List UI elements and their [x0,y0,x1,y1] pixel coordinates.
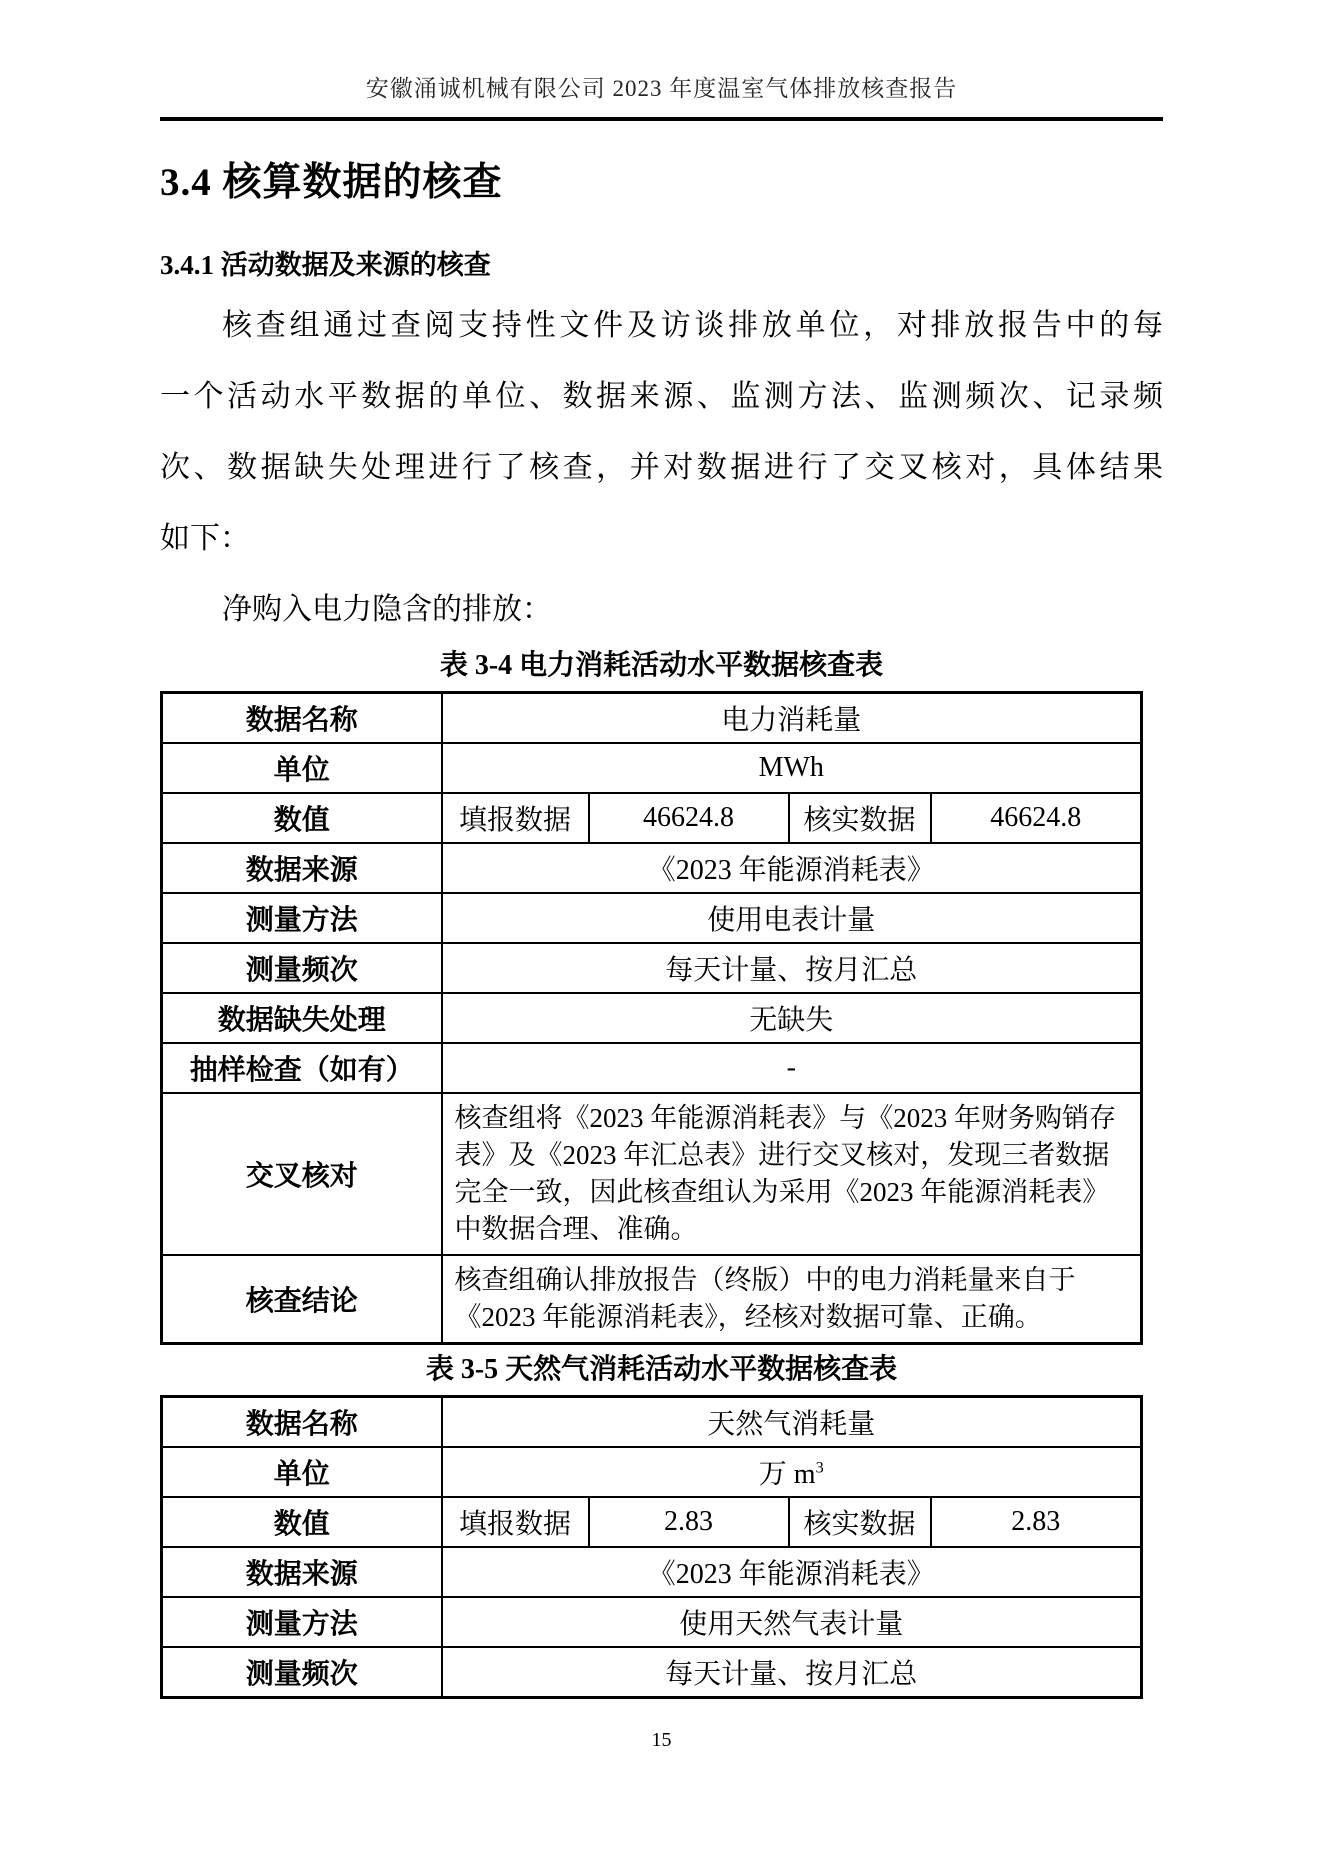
reported-data-label: 填报数据 [442,793,589,843]
table-row [162,1497,1142,1547]
row-value-method: 使用电表计量 [442,893,1142,943]
section-heading: 3.4 核算数据的核查 [160,161,503,204]
table-row [162,943,1142,993]
row-value-source: 《2023 年能源消耗表》 [442,843,1142,893]
table-3-4-caption: 表 3-4 电力消耗活动水平数据核查表 [439,650,884,681]
row-value-source: 《2023 年能源消耗表》 [442,1547,1142,1597]
row-label-values: 数值 [162,793,442,843]
page-content [160,0,1163,1752]
row-value-data-name: 天然气消耗量 [442,1397,1142,1448]
row-value-frequency: 每天计量、按月汇总 [442,1647,1142,1698]
table-row [162,843,1142,893]
table-row [162,1447,1142,1497]
header-divider [160,117,1163,121]
unit-base: 万 m [758,1459,816,1490]
table-3-5-natural-gas [160,1395,1143,1699]
table-row [162,1093,1142,1255]
table-row [162,693,1142,744]
row-value-missing: 无缺失 [442,993,1142,1043]
row-value-data-name: 电力消耗量 [442,693,1142,744]
table-3-5-caption: 表 3-5 天然气消耗活动水平数据核查表 [425,1354,898,1385]
table-row [162,1255,1142,1344]
verified-data-value: 46624.8 [931,793,1142,843]
lead-in-line: 净购入电力隐含的排放： [222,593,552,626]
row-label-frequency: 测量频次 [162,1647,442,1698]
table-row [162,993,1142,1043]
reported-data-value: 46624.8 [589,793,789,843]
paragraph-line: 次、数据缺失处理进行了核查，并对数据进行了交叉核对，具体结果 [160,451,1163,484]
row-label-missing: 数据缺失处理 [162,993,442,1043]
row-label-source: 数据来源 [162,843,442,893]
reported-data-value: 2.83 [589,1497,789,1547]
table-row [162,893,1142,943]
verified-data-label: 核实数据 [789,1497,931,1547]
row-label-method: 测量方法 [162,893,442,943]
row-value-frequency: 每天计量、按月汇总 [442,943,1142,993]
verified-data-label: 核实数据 [789,793,931,843]
row-label-conclusion: 核查结论 [162,1255,442,1344]
table-row [162,1597,1142,1647]
table-row [162,1043,1142,1093]
unit-exponent: 3 [815,1458,824,1477]
row-label-method: 测量方法 [162,1597,442,1647]
page-header-title: 安徽涌诚机械有限公司 2023 年度温室气体排放核查报告 [365,76,958,101]
verified-data-value: 2.83 [931,1497,1142,1547]
row-value-method: 使用天然气表计量 [442,1597,1142,1647]
reported-data-label: 填报数据 [442,1497,589,1547]
row-label-unit: 单位 [162,1447,442,1497]
row-value-unit [442,1447,1142,1497]
row-label-unit: 单位 [162,743,442,793]
row-value-sampling: - [442,1043,1142,1093]
paragraph-line: 一个活动水平数据的单位、数据来源、监测方法、监测频次、记录频 [160,380,1163,413]
row-value-unit: MWh [442,743,1142,793]
row-label-frequency: 测量频次 [162,943,442,993]
page-number: 15 [651,1729,672,1751]
row-label-data-name: 数据名称 [162,1397,442,1448]
table-row [162,743,1142,793]
paragraph-line: 核查组通过查阅支持性文件及访谈排放单位，对排放报告中的每 [222,309,1163,342]
row-value-conclusion: 核查组确认排放报告（终版）中的电力消耗量来自于《2023 年能源消耗表》，经核对数据可靠、正确。 [442,1255,1142,1344]
body-paragraph [160,290,1163,645]
row-label-crosscheck: 交叉核对 [162,1093,442,1255]
subsection-heading: 3.4.1 活动数据及来源的核查 [160,250,491,280]
row-label-values: 数值 [162,1497,442,1547]
table-row [162,1647,1142,1698]
paragraph-line: 如下： [160,522,250,555]
table-row [162,793,1142,843]
table-3-4-electricity [160,691,1143,1345]
row-label-sampling: 抽样检查（如有） [162,1043,442,1093]
table-row [162,1397,1142,1448]
row-label-data-name: 数据名称 [162,693,442,744]
table-row [162,1547,1142,1597]
row-value-crosscheck: 核查组将《2023 年能源消耗表》与《2023 年财务购销存表》及《2023 年汇总表》进行交叉核对，发现三者数据完全一致，因此核查组认为采用《2023 年能源消耗表》中数据合理、准确。 [442,1093,1142,1255]
row-label-source: 数据来源 [162,1547,442,1597]
